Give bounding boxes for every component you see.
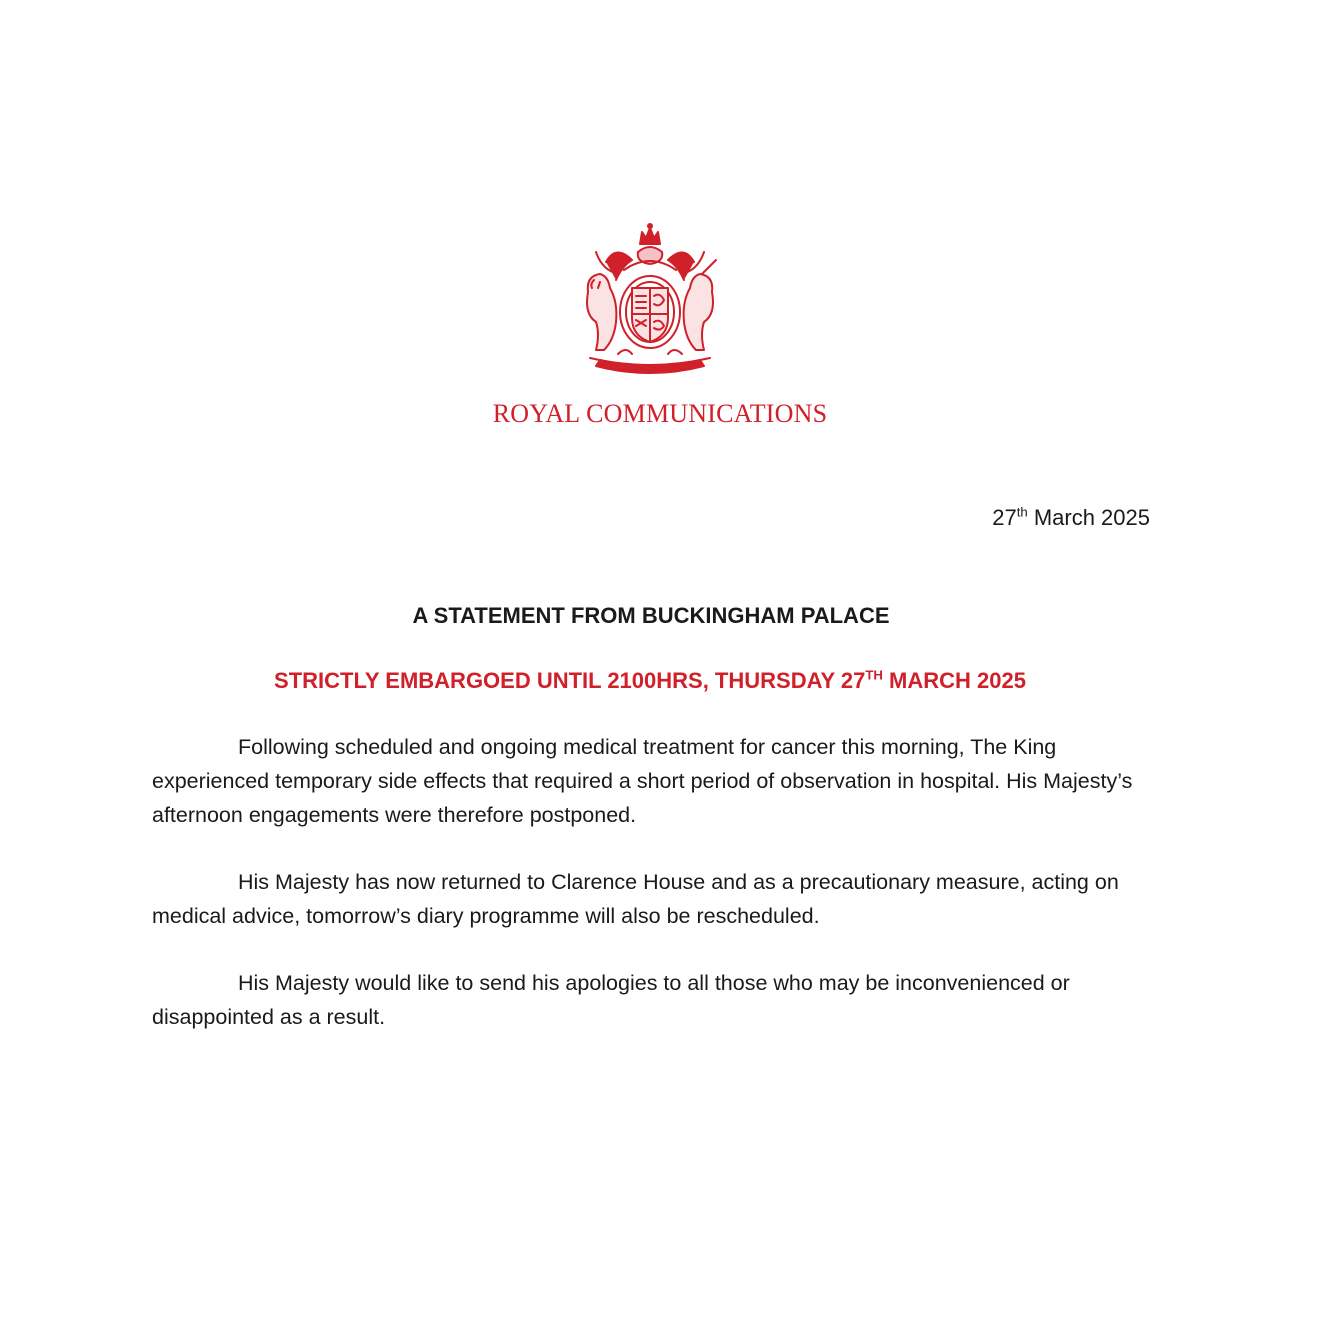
statement-date (992, 505, 1150, 531)
embargo-notice (0, 668, 1300, 694)
body-paragraph: Following scheduled and ongoing medical treatment for cancer this morning, The King experienced temporary side effects that required a short period of observation in hospital. His Majesty’s afternoon engagements were therefore postponed. (152, 735, 1133, 827)
royal-coat-of-arms-icon (566, 222, 734, 382)
embargo-day-suffix: TH (865, 667, 883, 683)
organisation-name: ROYAL COMMUNICATIONS (492, 399, 828, 428)
embargo-month-year: MARCH 2025 (882, 668, 1026, 693)
embargo-prefix: STRICTLY EMBARGOED UNTIL 2100HRS, THURSDAY 27 (274, 668, 866, 693)
body-paragraph: His Majesty would like to send his apologies to all those who may be inconvenienced or disappointed as a result. (152, 971, 1070, 1029)
date-day: 27 (992, 505, 1017, 530)
date-month-year: March 2025 (1027, 505, 1150, 530)
statement-body (152, 730, 1162, 1067)
date-day-suffix: th (1016, 504, 1028, 520)
body-paragraph: His Majesty has now returned to Clarence House and as a precautionary measure, acting on medical advice, tomorrow’s diary programme will also be rescheduled. (152, 870, 1119, 928)
statement-heading: A STATEMENT FROM BUCKINGHAM PALACE (412, 603, 890, 628)
